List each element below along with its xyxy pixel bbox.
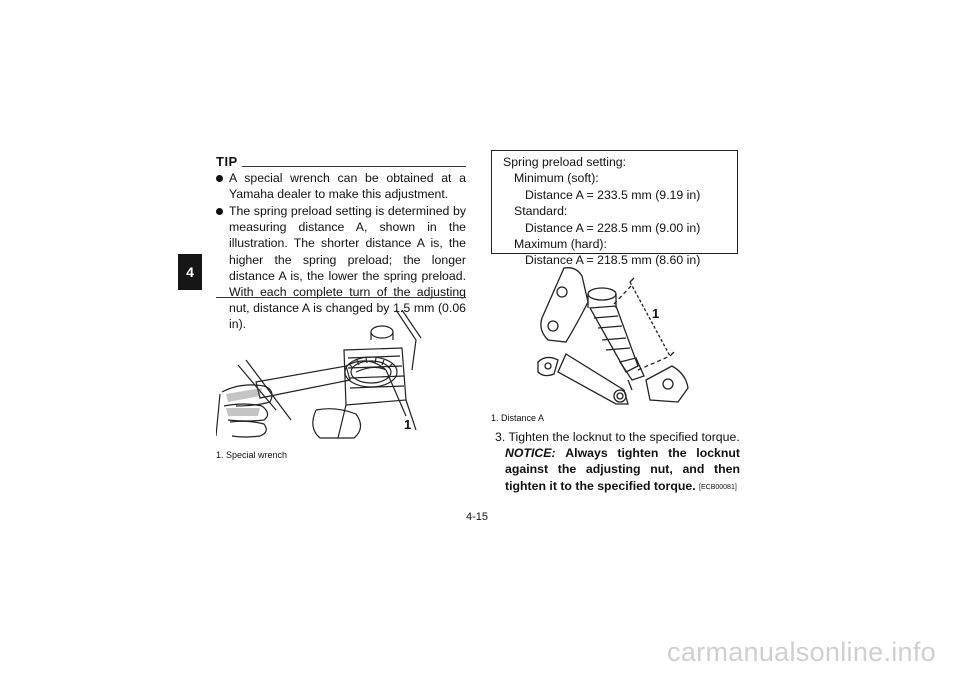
- notice-label: NOTICE:: [505, 446, 556, 461]
- watermark: carmanualsonline.info: [667, 637, 936, 667]
- tip-bullet-1: [216, 170, 466, 202]
- figure-caption-special-wrench: 1. Special wrench: [216, 450, 288, 460]
- distance-callout-number: 1: [652, 306, 660, 321]
- tip-heading: TIP: [216, 154, 238, 169]
- tip-bullet-text: A special wrench can be obtained at a Yamaha dealer to make this adjustment.: [229, 171, 466, 202]
- preload-std-value: Distance A = 228.5 mm (9.00 in): [525, 220, 701, 235]
- preload-std-label: Standard:: [514, 204, 568, 219]
- wrench-callout-number: 1: [404, 417, 412, 432]
- special-wrench-illustration: [216, 310, 468, 442]
- tip-bullet-text: The spring preload setting is determined by measuring distance A, shown in the illustration. The shorter distance A is, the higher the spring preload; the longer distance A is, the lower the spring preload. With each complete turn of the adjusting nut, distance A is changed by 1.5 mm (0.06 in).: [229, 204, 466, 332]
- step-3: [495, 429, 740, 496]
- chapter-tab: 4: [178, 254, 202, 290]
- figure-caption-distance-a: 1. Distance A: [491, 413, 545, 423]
- preload-min-value: Distance A = 233.5 mm (9.19 in): [525, 187, 701, 202]
- tip-divider: [242, 166, 466, 167]
- page-number: 4-15: [466, 511, 489, 523]
- tip-bottom-divider: [216, 297, 466, 298]
- bullet-icon: [216, 175, 223, 182]
- notice-text: Always tighten the locknut against the adjusting nut, and then tighten it to the specified torque.: [505, 446, 740, 493]
- distance-a-illustration: [528, 262, 694, 410]
- preload-min-label: Minimum (soft):: [514, 171, 599, 186]
- step-3-text: 3. Tighten the locknut to the specified torque.: [495, 430, 740, 444]
- spring-preload-box: [491, 150, 738, 268]
- preload-heading: Spring preload setting:: [503, 155, 627, 169]
- preload-max-value: Distance A = 218.5 mm (8.60 in): [525, 253, 701, 268]
- notice-code: [ECB00081]: [699, 483, 737, 491]
- preload-max-label: Maximum (hard):: [514, 237, 607, 252]
- bullet-icon: [216, 208, 223, 215]
